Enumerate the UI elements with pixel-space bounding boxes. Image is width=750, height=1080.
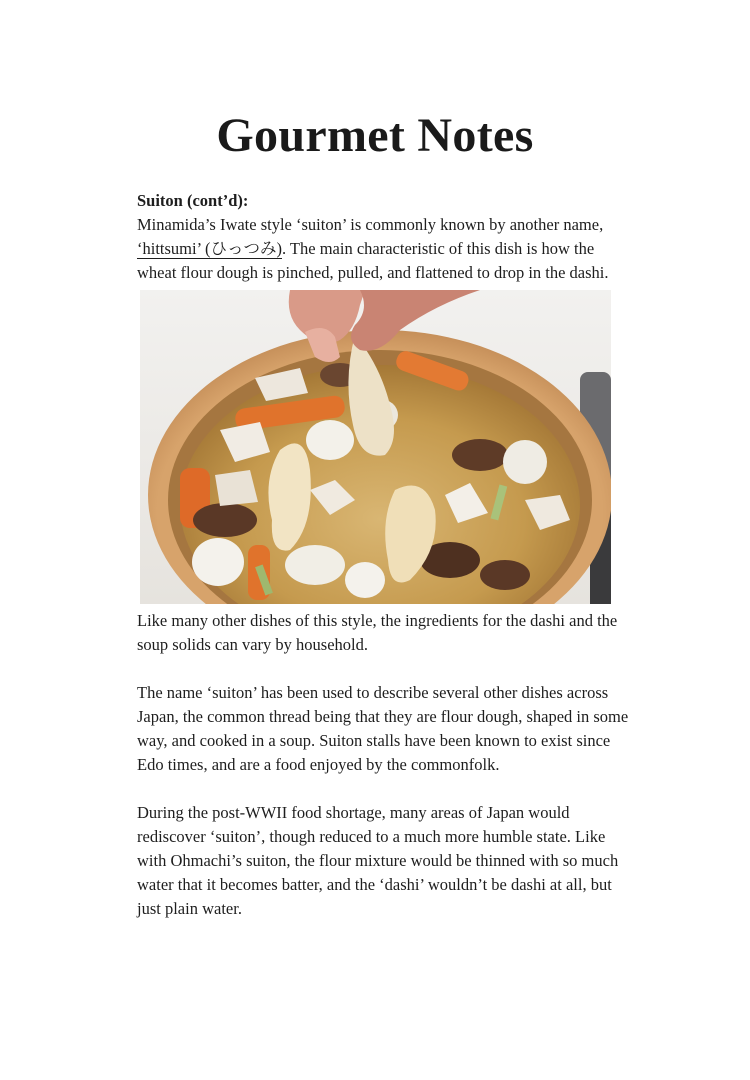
suiton-photo xyxy=(140,290,611,604)
paragraph-spacer xyxy=(137,657,637,681)
intro-text: Minamida’s Iwate style ‘suiton’ is commonly known by another name, xyxy=(137,215,604,234)
page-title: Gourmet Notes xyxy=(216,109,534,162)
intro-paragraph xyxy=(137,213,637,285)
intro-text-continued: . The main characteristic of this dish is how the wheat flour dough is pinched, pulled, and flattened to drop in the dashi. xyxy=(137,239,609,282)
paragraph-spacer xyxy=(137,777,637,801)
paragraph-postwar: During the post-WWII food shortage, many areas of Japan would rediscover ‘suiton’, though reduced to a much more humble state. Like with Ohmachi’s suiton, the flour mixture would be thinned with so much water that it becomes batter, and the ‘dashi’ wouldn’t be dashi at all, but just plain water. xyxy=(137,803,619,918)
article-body xyxy=(137,189,637,921)
paragraph-history: The name ‘suiton’ has been used to describe several other dishes across Japan, the common thread being that they are flour dough, shaped in some way, and cooked in a soup. Suiton stalls have been known to exist since Edo times, and are a food enjoyed by the commonfolk. xyxy=(137,683,629,774)
hittsumi-link[interactable]: ‘hittsumi’ (ひっつみ) xyxy=(137,239,282,258)
paragraph-household-variation: Like many other dishes of this style, the ingredients for the dashi and the soup solids can vary by household. xyxy=(137,611,618,654)
photo-suiton-pot-icon xyxy=(140,290,611,604)
section-heading: Suiton (cont’d): xyxy=(137,191,249,210)
